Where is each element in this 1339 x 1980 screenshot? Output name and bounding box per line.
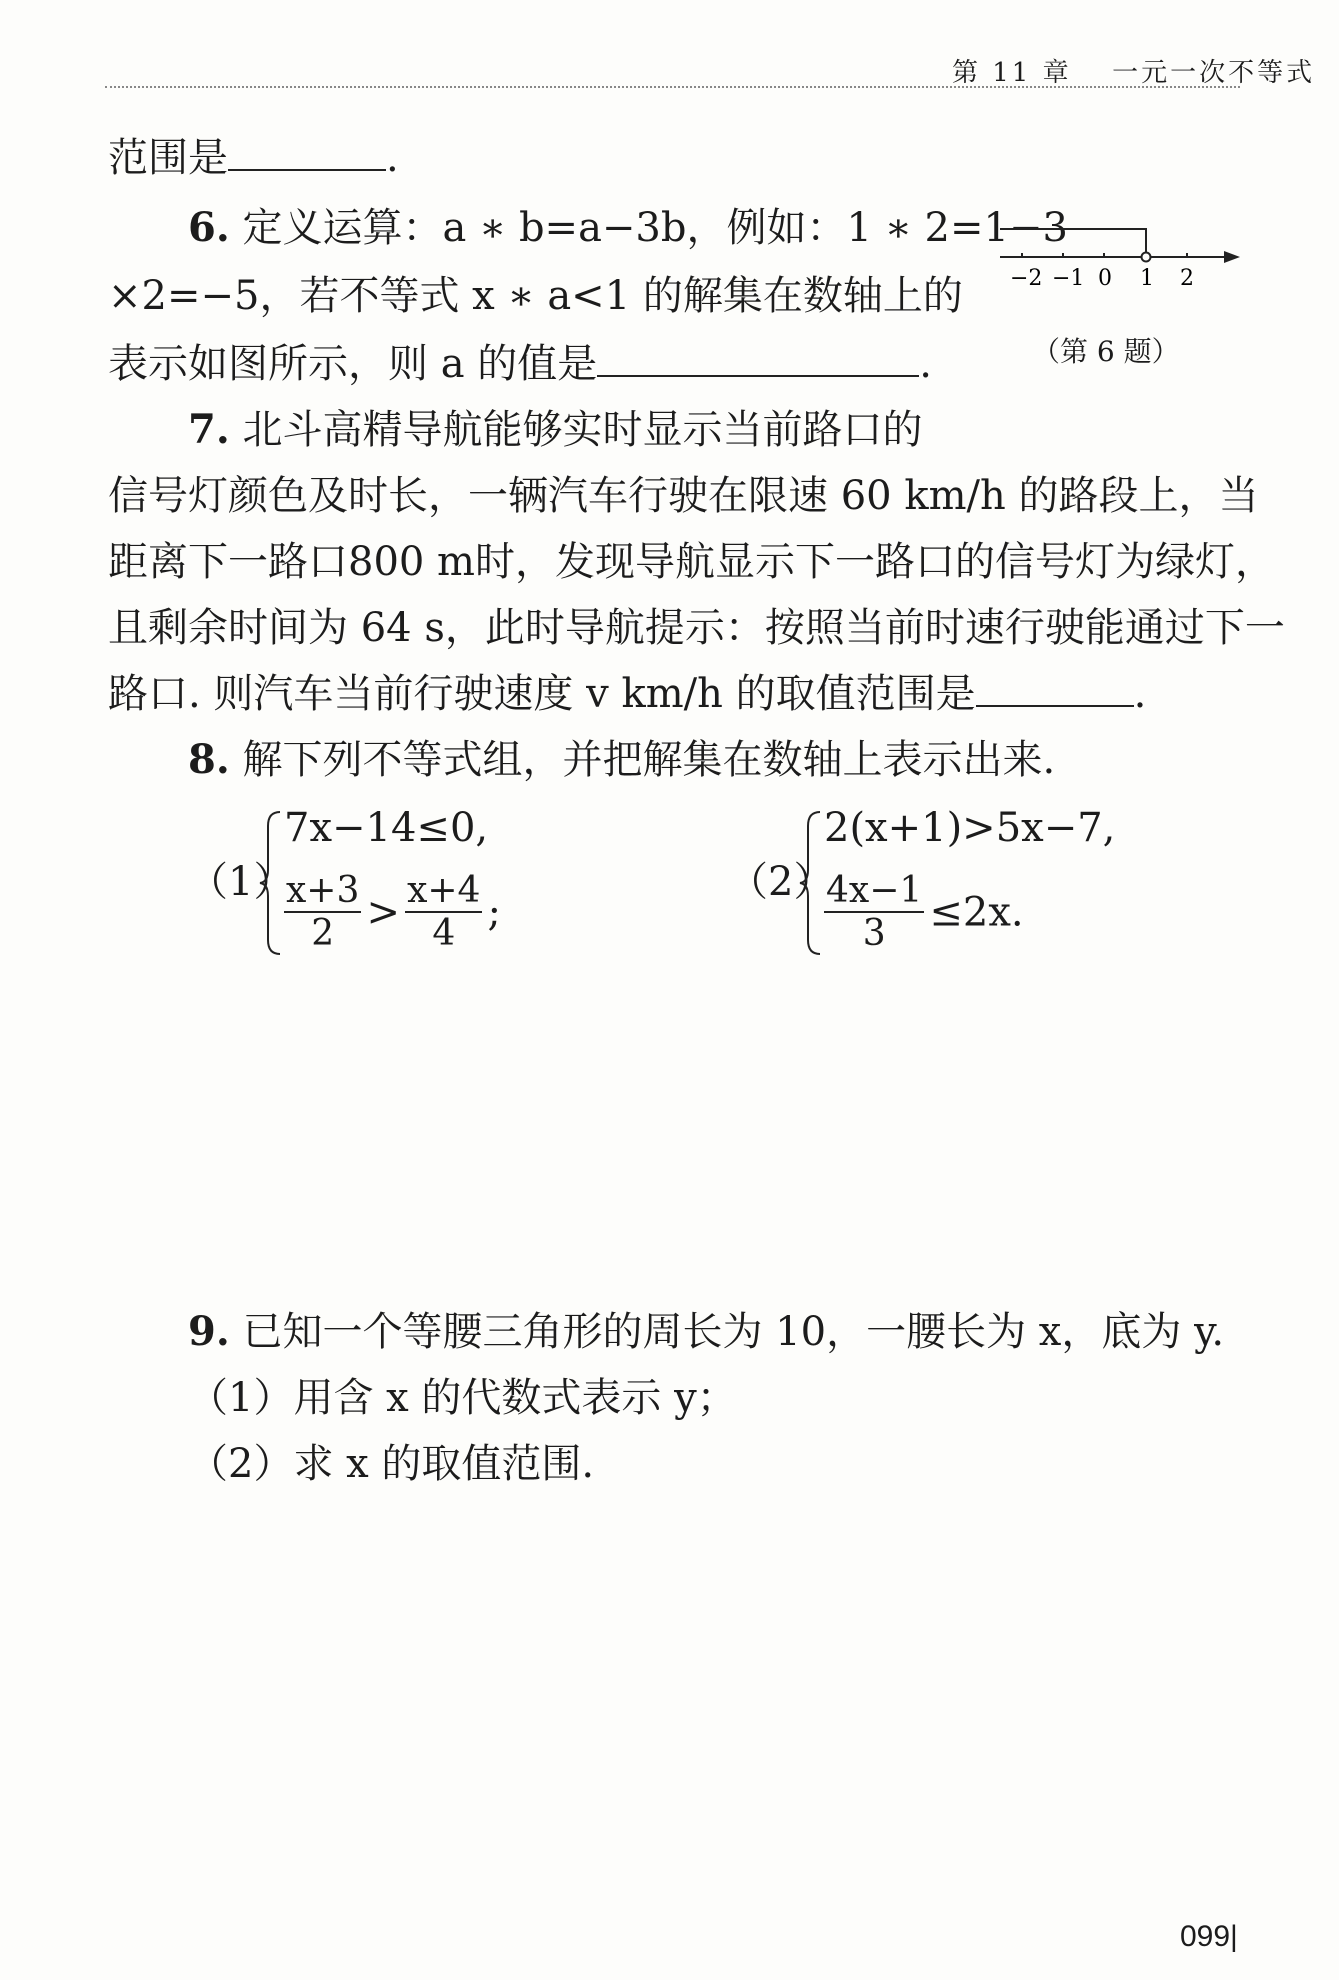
- q9-sub1: （1）用含 x 的代数式表示 y；: [188, 1375, 737, 1421]
- q7-line1: [188, 406, 923, 453]
- question-number: 9.: [188, 1308, 230, 1355]
- q8-line1: [188, 736, 1056, 783]
- fraction-numerator: x+4: [405, 870, 482, 913]
- q7-end: .: [1133, 671, 1147, 717]
- q6-line3: [108, 341, 932, 387]
- q8-part2-label: （2）: [728, 859, 834, 905]
- page-number: 099|: [1180, 1920, 1238, 1953]
- q8-part1-eq1: 7x−14≤0,: [284, 805, 489, 851]
- header-divider: [105, 86, 1240, 88]
- figure-caption: （第 6 题）: [1032, 335, 1180, 368]
- tick-label: 2: [1180, 266, 1194, 291]
- q9-line1: [188, 1308, 1225, 1355]
- question-number: 8.: [188, 736, 230, 783]
- q6-end: .: [919, 341, 932, 387]
- chapter-header: [952, 52, 1315, 89]
- open-point: [1142, 253, 1151, 262]
- chapter-number: 第 11 章: [952, 58, 1072, 88]
- answer-blank[interactable]: [976, 675, 1134, 707]
- fraction-numerator: 4x−1: [824, 870, 924, 913]
- answer-blank[interactable]: [228, 139, 386, 171]
- system-brace: [258, 808, 284, 958]
- system-brace: [798, 808, 824, 958]
- q5-tail-text: 范围是: [108, 135, 228, 181]
- fraction-numerator: x+3: [284, 870, 361, 913]
- fraction-denominator: 3: [862, 913, 886, 955]
- chapter-title: 一元一次不等式: [1112, 58, 1316, 88]
- fraction-denominator: 2: [311, 913, 335, 955]
- q8-part2-eq2: [824, 870, 1024, 955]
- tick-label: −2: [1010, 266, 1043, 291]
- number-line-figure: [990, 215, 1250, 295]
- q7-line5: [108, 671, 1147, 717]
- tick-label: −1: [1052, 266, 1085, 291]
- question-number: 6.: [188, 204, 230, 251]
- q6-text-line3: 表示如图所示，则 a 的值是: [108, 341, 598, 387]
- q8-text: 解下列不等式组，并把解集在数轴上表示出来.: [242, 737, 1056, 783]
- q7-text-line1: 北斗高精导航能够实时显示当前路口的: [242, 407, 923, 453]
- q9-sub2: （2）求 x 的取值范围.: [188, 1441, 595, 1487]
- solution-ray: [1000, 229, 1146, 255]
- q8-part1-eq2: [284, 870, 501, 955]
- tick-label: 0: [1098, 266, 1112, 291]
- q6-text-line1: 定义运算：a ∗ b=a−3b，例如：1 ∗ 2=1−3: [242, 205, 1068, 251]
- fraction-denominator: 4: [432, 913, 456, 955]
- punctuation: ;: [487, 889, 502, 936]
- fraction: [405, 870, 482, 955]
- q8-part1-label: （1）: [188, 859, 294, 905]
- q7-text-line4: 且剩余时间为 64 s，此时导航提示：按照当前时速行驶能通过下一: [108, 605, 1285, 651]
- q7-text-line2: 信号灯颜色及时长，一辆汽车行驶在限速 60 km/h 的路段上，当: [108, 473, 1259, 519]
- q5-tail-end: .: [386, 135, 399, 181]
- fraction: [284, 870, 361, 955]
- q6-line1: [188, 204, 1068, 251]
- q6-text-line2: ×2=−5，若不等式 x ∗ a<1 的解集在数轴上的: [108, 273, 963, 319]
- q7-text-line5: 路口. 则汽车当前行驶速度 v km/h 的取值范围是: [108, 671, 976, 717]
- axis-arrow: [1224, 251, 1240, 263]
- operator: >: [366, 889, 400, 936]
- fraction: [824, 870, 924, 955]
- inequality-rest: ≤2x.: [929, 889, 1024, 936]
- q7-text-line3: 距离下一路口800 m时，发现导航显示下一路口的信号灯为绿灯，: [108, 539, 1275, 585]
- tick-label: 1: [1140, 266, 1154, 291]
- question-number: 7.: [188, 406, 230, 453]
- q8-part2-eq1: 2(x+1)>5x−7,: [824, 805, 1116, 851]
- q5-tail: [108, 135, 399, 181]
- q9-text: 已知一个等腰三角形的周长为 10，一腰长为 x，底为 y.: [242, 1309, 1225, 1355]
- answer-blank[interactable]: [597, 345, 919, 377]
